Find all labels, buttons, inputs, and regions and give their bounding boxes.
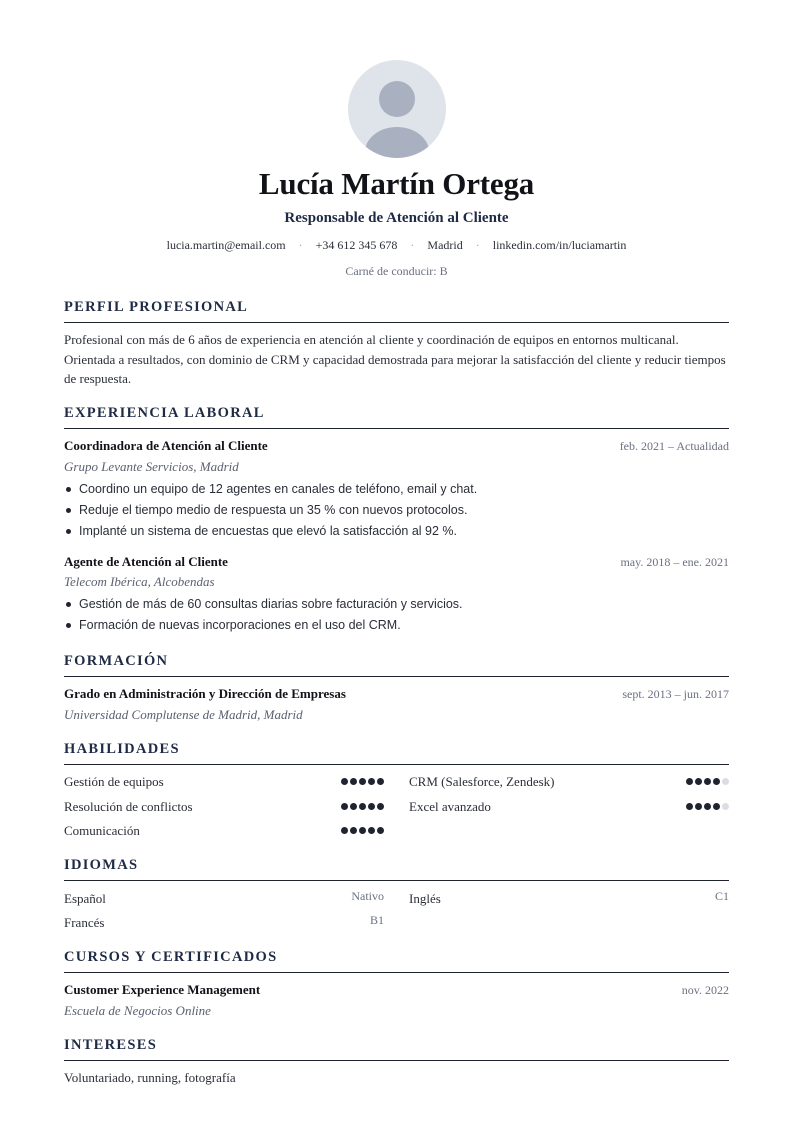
list-item: Implanté un sistema de encuestas que elevó la satisfacción al 92 %. bbox=[64, 521, 729, 542]
list-item: Gestión de más de 60 consultas diarias sobre facturación y servicios. bbox=[64, 594, 729, 615]
list-item: Coordino un equipo de 12 agentes en canales de teléfono, email y chat. bbox=[64, 479, 729, 500]
section-title-skills: HABILIDADES bbox=[64, 741, 729, 765]
skill-item bbox=[64, 823, 384, 843]
skill-item bbox=[64, 799, 384, 819]
skill-dot-filled bbox=[359, 827, 366, 834]
skill-dot-filled bbox=[350, 827, 357, 834]
skill-level-dots bbox=[686, 778, 729, 785]
skill-name: Comunicación bbox=[64, 823, 140, 838]
skill-dot-filled bbox=[377, 778, 384, 785]
skill-dot-empty bbox=[722, 778, 729, 785]
language-level: Nativo bbox=[351, 889, 384, 903]
language-item bbox=[409, 891, 729, 911]
skill-dot-filled bbox=[341, 778, 348, 785]
skill-item bbox=[409, 799, 729, 819]
skill-dot-filled bbox=[686, 803, 693, 810]
skill-dot-filled bbox=[377, 803, 384, 810]
language-item bbox=[64, 891, 384, 911]
skill-level-dots bbox=[341, 778, 384, 785]
list-item: Reduje el tiempo medio de respuesta un 35 % con nuevos protocolos. bbox=[64, 500, 729, 521]
skill-dot-filled bbox=[704, 778, 711, 785]
contact-line bbox=[64, 238, 729, 253]
course-name: Customer Experience Management bbox=[64, 982, 261, 997]
language-name: Español bbox=[64, 891, 106, 906]
skill-level-dots bbox=[341, 827, 384, 834]
section-title-experience: EXPERIENCIA LABORAL bbox=[64, 405, 729, 429]
email: lucia.martin@email.com bbox=[166, 238, 286, 252]
section-title-profile: PERFIL PROFESIONAL bbox=[64, 299, 729, 323]
city: Madrid bbox=[427, 238, 463, 252]
section-title-courses: CURSOS Y CERTIFICADOS bbox=[64, 949, 729, 973]
skill-dot-filled bbox=[695, 778, 702, 785]
linkedin: linkedin.com/in/luciamartin bbox=[492, 238, 627, 252]
avatar-body bbox=[365, 127, 429, 158]
skill-dot-filled bbox=[359, 778, 366, 785]
avatar-head bbox=[379, 81, 415, 117]
skill-level-dots bbox=[341, 803, 384, 810]
skill-dot-filled bbox=[368, 778, 375, 785]
skill-item bbox=[409, 774, 729, 794]
language-level: C1 bbox=[714, 889, 729, 903]
person-silhouette-icon bbox=[348, 60, 446, 158]
skill-name: CRM (Salesforce, Zendesk) bbox=[409, 774, 555, 789]
contact-separator: · bbox=[298, 238, 303, 252]
driving-license: Carné de conducir: B bbox=[345, 264, 448, 278]
language-name: Inglés bbox=[409, 891, 441, 906]
degree: Grado en Administración y Dirección de Empresas bbox=[64, 686, 346, 701]
profile-text: Profesional con más de 6 años de experiencia en atención al cliente y coordinación de equipos en entornos multicanal. Orientada a resultados, con dominio de CRM y capacidad demostrada para mejorar la satisfacción del cliente y reducir tiempos de respuesta. bbox=[64, 332, 726, 386]
skill-name: Excel avanzado bbox=[409, 799, 491, 814]
job-title: Responsable de Atención al Cliente bbox=[284, 210, 509, 226]
skill-dot-filled bbox=[341, 827, 348, 834]
job-company: Grupo Levante Servicios, Madrid bbox=[64, 459, 239, 474]
skill-dot-filled bbox=[341, 803, 348, 810]
section-title-languages: IDIOMAS bbox=[64, 857, 729, 881]
full-name: Lucía Martín Ortega bbox=[258, 166, 535, 201]
list-item: Formación de nuevas incorporaciones en el uso del CRM. bbox=[64, 615, 729, 636]
job-company: Telecom Ibérica, Alcobendas bbox=[64, 574, 215, 589]
skill-dot-filled bbox=[368, 827, 375, 834]
job-dates: feb. 2021 – Actualidad bbox=[619, 439, 729, 453]
language-level: B1 bbox=[369, 913, 384, 927]
skill-name: Resolución de conflictos bbox=[64, 799, 193, 814]
job-role: Agente de Atención al Cliente bbox=[64, 554, 228, 569]
skill-level-dots bbox=[686, 803, 729, 810]
skill-dot-filled bbox=[368, 803, 375, 810]
course-date: nov. 2022 bbox=[681, 983, 729, 997]
skill-dot-filled bbox=[704, 803, 711, 810]
contact-separator: · bbox=[475, 238, 480, 252]
job-role: Coordinadora de Atención al Cliente bbox=[64, 438, 268, 453]
section-title-education: FORMACIÓN bbox=[64, 653, 729, 677]
skill-dot-empty bbox=[722, 803, 729, 810]
skill-item bbox=[64, 774, 384, 794]
education-dates: sept. 2013 – jun. 2017 bbox=[622, 687, 729, 701]
language-item bbox=[64, 915, 384, 935]
skill-name: Gestión de equipos bbox=[64, 774, 164, 789]
course-provider: Escuela de Negocios Online bbox=[64, 1003, 211, 1018]
section-title-interests: INTERESES bbox=[64, 1037, 729, 1061]
skill-dot-filled bbox=[359, 803, 366, 810]
skill-dot-filled bbox=[350, 803, 357, 810]
skill-dot-filled bbox=[713, 778, 720, 785]
school: Universidad Complutense de Madrid, Madrid bbox=[64, 707, 303, 722]
skill-dot-filled bbox=[713, 803, 720, 810]
language-name: Francés bbox=[64, 915, 105, 930]
contact-separator: · bbox=[410, 238, 415, 252]
skill-dot-filled bbox=[377, 827, 384, 834]
skill-dot-filled bbox=[695, 803, 702, 810]
job-bullets bbox=[64, 479, 729, 542]
phone: +34 612 345 678 bbox=[315, 238, 398, 252]
job-bullets bbox=[64, 594, 729, 636]
skill-dot-filled bbox=[686, 778, 693, 785]
job-dates: may. 2018 – ene. 2021 bbox=[620, 555, 729, 569]
interests-text: Voluntariado, running, fotografía bbox=[64, 1070, 236, 1085]
skill-dot-filled bbox=[350, 778, 357, 785]
